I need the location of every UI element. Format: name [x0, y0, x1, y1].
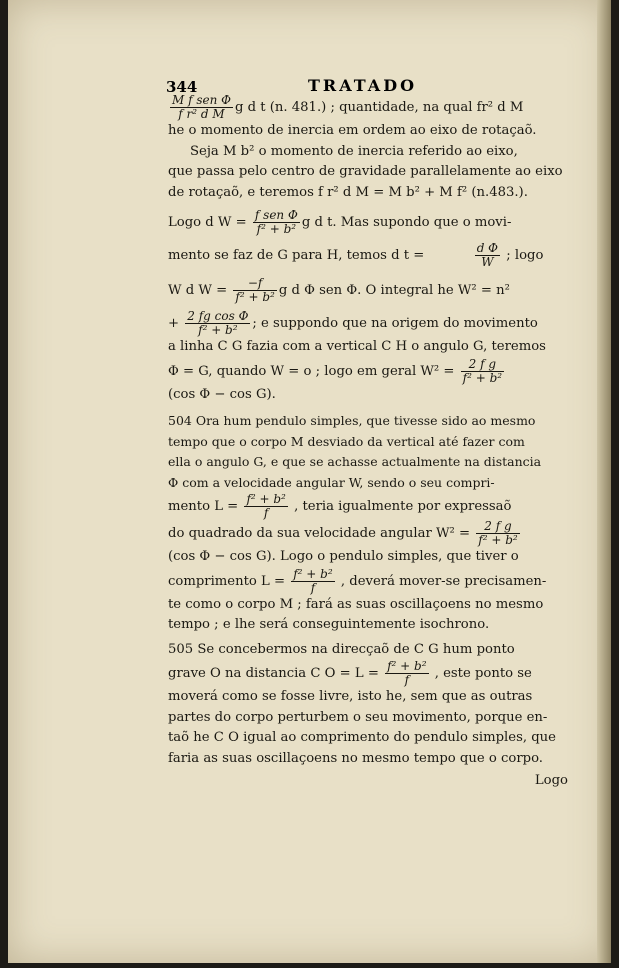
- page-number: 344: [166, 78, 198, 96]
- fraction: $\frac{\text{f sen Φ}}{\text{f² + b²}}$: [254, 208, 298, 236]
- text-line: Φ com a velocidade angular W, sendo o seu compri-: [168, 474, 495, 490]
- catchword: Logo: [534, 773, 568, 788]
- text-line: te como o corpo M ; fará as suas oscillaçoens no mesmo: [168, 596, 544, 612]
- text-line: partes do corpo perturbem o seu movimento, porque en-: [168, 709, 548, 725]
- text-line: taõ he C O igual ao comprimento do pendulo simples, que: [168, 730, 556, 745]
- text-line: a linha C G fazia com a vertical C H o angulo G, teremos: [168, 339, 546, 354]
- text-line: mento L = $\frac{\text{f² + b²}}{f}$ , teria igualmente por expressaõ: [168, 492, 512, 520]
- text-line: Seja M b² o momento de inercia referido ao eixo,: [190, 143, 518, 159]
- text-line: tempo que o corpo M desviado da vertical até fazer com: [168, 433, 525, 449]
- text-line: faria as suas oscillaçoens no mesmo tempo que o corpo.: [168, 750, 543, 766]
- fraction: $\frac{\text{2 f g}}{\text{f² + b²}}$: [462, 356, 503, 385]
- text-line: de rotaçaõ, e teremos f r² d M = M b² + M f² (n.483.).: [168, 184, 528, 200]
- text-line: comprimento L = $\frac{\text{f² + b²}}{f}$ , deverá mover-se precisamen-: [168, 566, 547, 595]
- text-line: + $\frac{\text{2 fg cos Φ}}{\text{f² + b²}}$ ; e suppondo que na origem do movimento: [168, 309, 538, 337]
- fraction: $\frac{\text{2 fg cos Φ}}{\text{f² + b²}}$: [187, 309, 249, 337]
- fraction: $\frac{\text{f² + b²}}{f}$: [387, 659, 427, 687]
- body-text: [168, 94, 568, 792]
- text-line: que passa pelo centro de gravidade parallelamente ao eixo: [168, 164, 563, 179]
- text-line: mento se faz de G para H, temos d t = $\frac{\text{d Φ}}{W}$ ; logo: [168, 241, 544, 269]
- text-line: 504 Ora hum pendulo simples, que tivesse sido ao mesmo: [168, 413, 536, 428]
- text-line: (cos Φ − cos G). Logo o pendulo simples, que tiver o: [168, 549, 519, 564]
- text-line: 505 Se concebermos na direcçaõ de C G hum ponto: [168, 641, 515, 657]
- text-line: tempo ; e lhe será conseguintemente isochrono.: [168, 617, 490, 632]
- fraction: $\frac{\text{f² + b²}}{f}$: [246, 492, 286, 520]
- fraction: $\frac{\text{2 f g}}{\text{f² + b²}}$: [478, 519, 518, 547]
- running-title: TRATADO: [308, 76, 417, 95]
- text-line: moverá como se fosse livre, isto he, sem que as outras: [168, 689, 533, 704]
- text-line: Φ = G, quando W = o ; logo em geral W² = $\frac{\text{2 f g}}{\text{f² + b²}}$: [168, 356, 503, 385]
- text-line: grave O na distancia C O = L = $\frac{\text{f² + b²}}{f}$ , este ponto se: [168, 659, 532, 687]
- fraction: $\frac{\text{d Φ}}{W}$: [476, 241, 499, 269]
- text-line: ella o angulo G, e que se achasse actualmente na distancia: [168, 454, 542, 469]
- text-line: (cos Φ − cos G).: [168, 386, 276, 402]
- fraction: $\frac{-f}{\text{f² + b²}}$: [235, 276, 275, 304]
- text-line: he o momento de inercia em ordem ao eixo de rotaçaõ.: [168, 123, 537, 138]
- text-line: W d W = $\frac{-f}{\text{f² + b²}}$ g d Φ sen Φ. O integral he W² = n²: [168, 276, 510, 304]
- book-page: [8, 0, 611, 963]
- text-line: Logo d W = $\frac{\text{f sen Φ}}{\text{f² + b²}}$ g d t. Mas supondo que o movi-: [168, 208, 512, 236]
- fraction: $\frac{\text{f² + b²}}{f}$: [293, 566, 333, 595]
- fraction: $\frac{\text{M f sen Φ}}{\text{f r² d M}}$: [172, 93, 231, 121]
- text-line: $\frac{\text{M f sen Φ}}{\text{f r² d M}}$ g d t (n. 481.) ; quantidade, na qual fr² d M: [172, 93, 524, 121]
- page-gutter: [597, 0, 611, 963]
- text-line: do quadrado da sua velocidade angular W² = $\frac{\text{2 f g}}{\text{f² + b²}}$: [168, 519, 518, 547]
